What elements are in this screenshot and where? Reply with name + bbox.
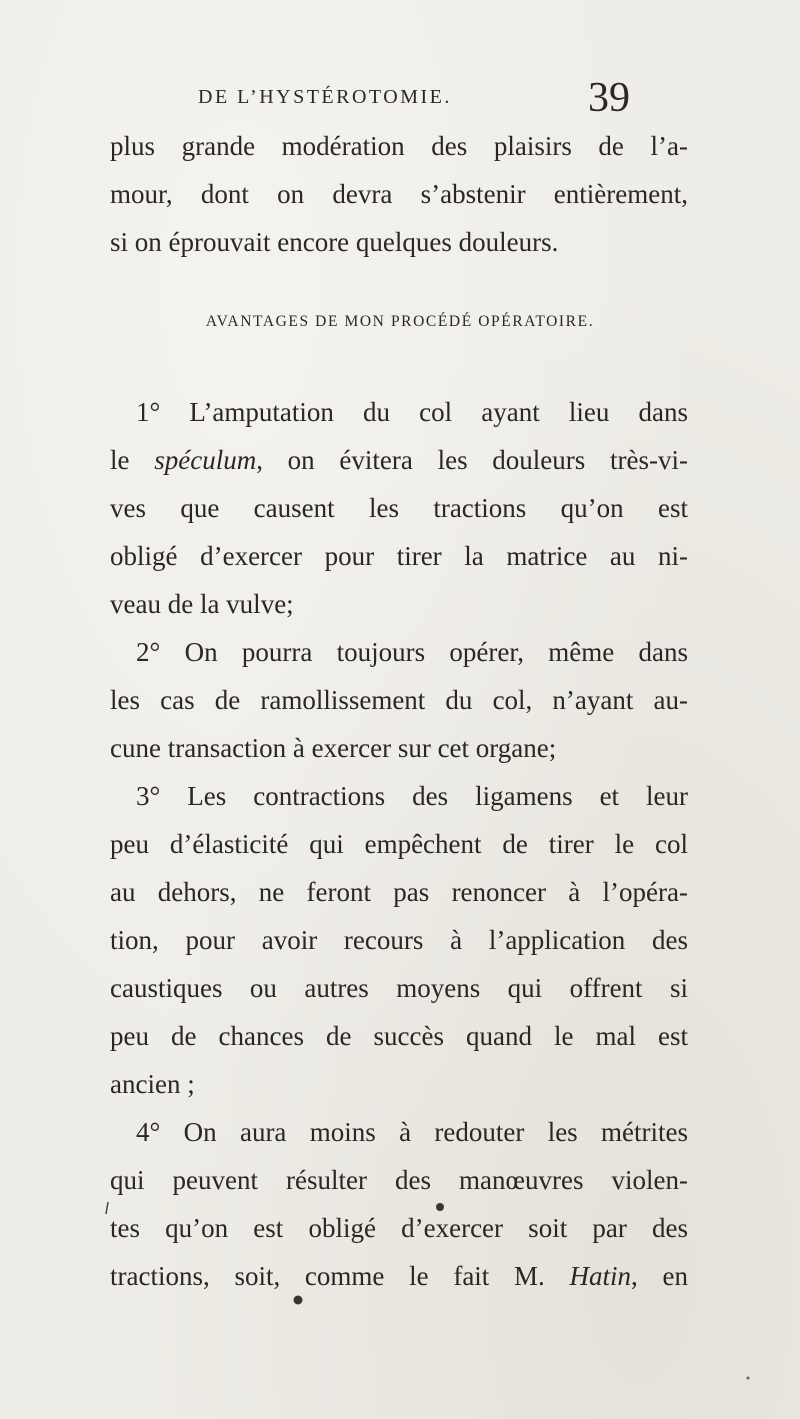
intro-paragraph	[110, 122, 688, 266]
italic-term: spéculum	[154, 445, 257, 475]
text-line: 1° L’amputation du col ayant lieu dans	[136, 397, 688, 427]
ink-mark	[106, 1202, 108, 1214]
text-line: tion, pour avoir recours à l’application des	[110, 925, 688, 955]
text-line: 4° On aura moins à redouter les métrites	[136, 1117, 688, 1147]
text-line: ancien ;	[110, 1069, 195, 1099]
text-fragment: , on évitera les douleurs très-vi-	[256, 445, 688, 475]
page-number: 39	[588, 75, 630, 121]
text-line: peu de chances de succès quand le mal est	[110, 1021, 688, 1051]
text-line: ves que causent les tractions qu’on est	[110, 493, 688, 523]
italic-name: Hatin	[569, 1261, 632, 1291]
text-line: si on éprouvait encore quelques douleurs.	[110, 227, 559, 257]
running-head-title: DE L’HYSTÉROTOMIE.	[198, 86, 452, 108]
text-line: peu d’élasticité qui empêchent de tirer le col	[110, 829, 688, 859]
text-line: au dehors, ne feront pas renoncer à l’opéra-	[110, 877, 688, 907]
text-line: obligé d’exercer pour tirer la matrice au ni-	[110, 541, 688, 571]
advantages-list	[110, 388, 688, 1300]
text-fragment: tractions, soit, comme le fait M.	[110, 1261, 570, 1291]
text-line: 3° Les contractions des ligamens et leur	[136, 781, 688, 811]
text-line: plus grande modération des plaisirs de l’a-	[110, 131, 688, 161]
text-line: caustiques ou autres moyens qui offrent si	[110, 973, 688, 1003]
text-line	[110, 436, 688, 484]
text-fragment: , en	[631, 1261, 688, 1291]
section-heading: AVANTAGES DE MON PROCÉDÉ OPÉRATOIRE.	[205, 313, 595, 330]
text-line: les cas de ramollissement du col, n’ayant au-	[110, 685, 688, 715]
text-line	[110, 1252, 688, 1300]
text-line: mour, dont on devra s’abstenir entièrement,	[110, 179, 688, 209]
ink-speck	[747, 1377, 750, 1380]
text-line: tes qu’on est obligé d’exercer soit par des	[110, 1213, 688, 1243]
text-line: cune transaction à exercer sur cet organe;	[110, 733, 557, 763]
text-fragment: le	[110, 445, 155, 475]
text-line: veau de la vulve;	[110, 589, 294, 619]
text-line: qui peuvent résulter des manœuvres violen-	[110, 1165, 688, 1195]
text-line: 2° On pourra toujours opérer, même dans	[136, 637, 688, 667]
